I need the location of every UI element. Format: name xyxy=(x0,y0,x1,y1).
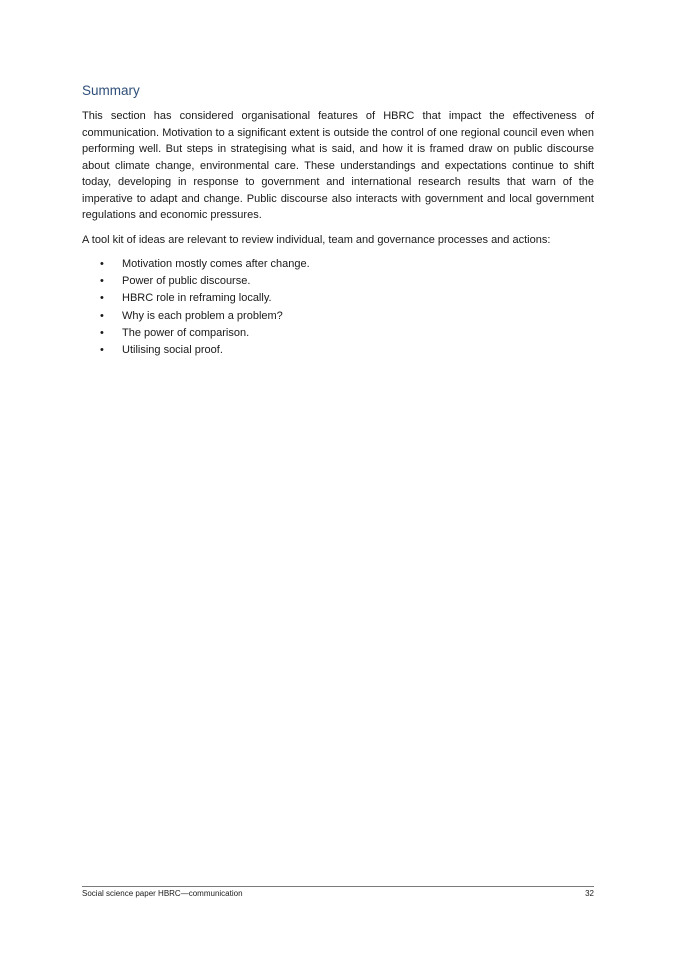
bullet-icon: • xyxy=(100,258,104,270)
bullet-icon: • xyxy=(100,292,104,305)
list-item xyxy=(82,308,594,325)
section-heading: Summary xyxy=(82,83,140,98)
bullet-icon: • xyxy=(100,309,104,322)
list-item-text: Motivation mostly comes after change. xyxy=(122,258,310,270)
list-item xyxy=(82,256,594,273)
footer-document-title: Social science paper HBRC—communication xyxy=(82,889,243,898)
bullet-icon: • xyxy=(100,275,104,288)
footer-divider xyxy=(82,886,594,887)
bullet-icon: • xyxy=(100,326,104,339)
list-item xyxy=(82,342,594,359)
footer-page-number: 32 xyxy=(585,889,594,898)
list-item-text: Power of public discourse. xyxy=(122,275,251,288)
list-item xyxy=(82,325,594,342)
list-item-text: HBRC role in reframing locally. xyxy=(122,292,272,305)
bullet-icon: • xyxy=(100,344,104,357)
list-item xyxy=(82,273,594,290)
toolkit-intro-paragraph: A tool kit of ideas are relevant to review individual, team and governance processes and actions: xyxy=(82,233,551,246)
list-item-text: Why is each problem a problem? xyxy=(122,309,283,322)
page-content xyxy=(82,82,594,359)
list-item-text: The power of comparison. xyxy=(122,326,250,339)
toolkit-bullet-list xyxy=(82,256,594,359)
list-item-text: Utilising social proof. xyxy=(122,344,223,357)
list-item xyxy=(82,290,594,307)
summary-paragraph: This section has considered organisational features of HBRC that impact the effectiveness of communication. Motivation to a significant extent is outside the control of one regional council even when performing well. But steps in strategising what is said, and how it is framed draw on public discourse about climate change, environmental care. These understandings and expectations continue to shift today, developing in response to government and international research results that warn of the imperative to adapt and change. Public discourse also interacts with government and local government regulations and economic pressures. xyxy=(82,110,594,221)
